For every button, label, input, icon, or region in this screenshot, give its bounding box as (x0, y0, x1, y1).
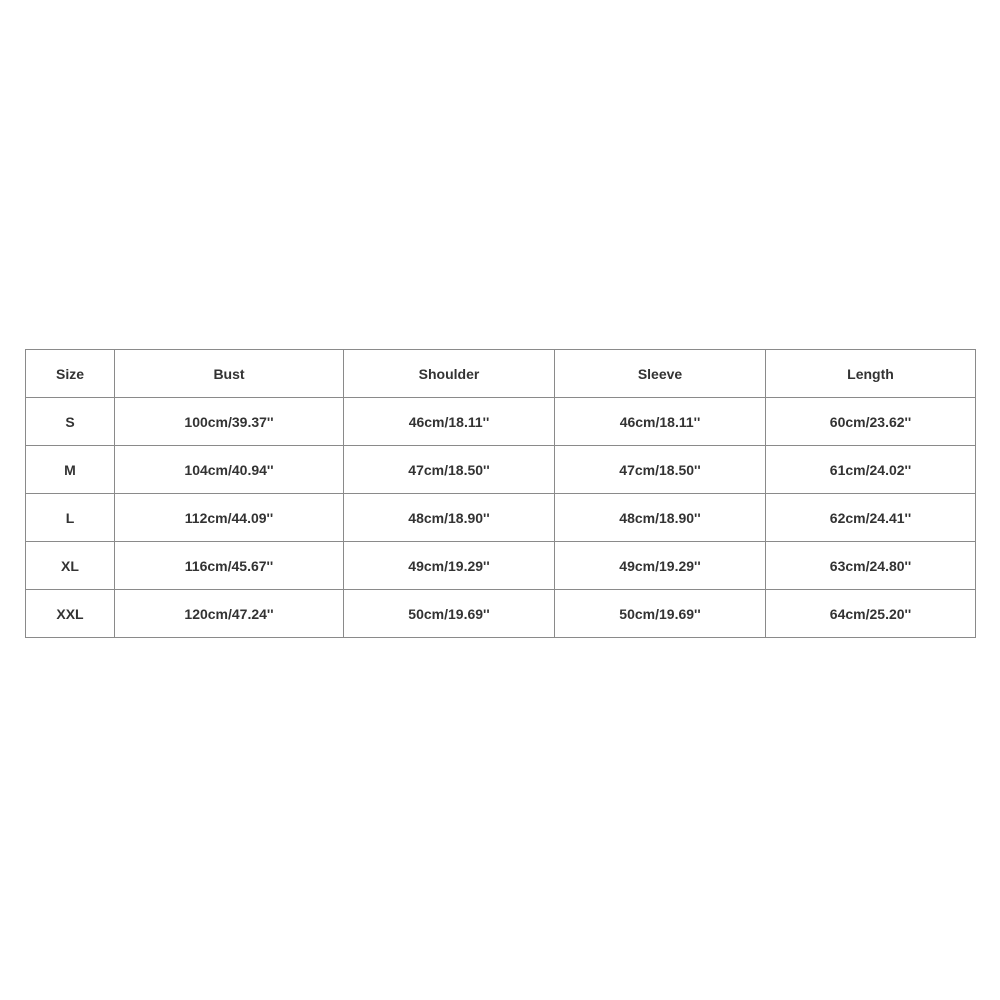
table-row (26, 542, 976, 590)
length-cell: 62cm/24.41'' (766, 494, 976, 542)
header-size: Size (26, 350, 115, 398)
size-cell: S (26, 398, 115, 446)
length-cell: 63cm/24.80'' (766, 542, 976, 590)
table-row (26, 590, 976, 638)
sleeve-cell: 46cm/18.11'' (555, 398, 766, 446)
bust-cell: 104cm/40.94'' (115, 446, 344, 494)
length-cell: 61cm/24.02'' (766, 446, 976, 494)
table-row (26, 446, 976, 494)
table-row (26, 398, 976, 446)
sleeve-cell: 47cm/18.50'' (555, 446, 766, 494)
shoulder-cell: 50cm/19.69'' (344, 590, 555, 638)
bust-cell: 116cm/45.67'' (115, 542, 344, 590)
header-bust: Bust (115, 350, 344, 398)
sleeve-cell: 50cm/19.69'' (555, 590, 766, 638)
size-chart-header (26, 350, 976, 398)
bust-cell: 112cm/44.09'' (115, 494, 344, 542)
size-chart-table (25, 349, 976, 638)
header-shoulder: Shoulder (344, 350, 555, 398)
header-row (26, 350, 976, 398)
sleeve-cell: 49cm/19.29'' (555, 542, 766, 590)
size-cell: XL (26, 542, 115, 590)
size-chart-body (26, 398, 976, 638)
sleeve-cell: 48cm/18.90'' (555, 494, 766, 542)
header-sleeve: Sleeve (555, 350, 766, 398)
length-cell: 64cm/25.20'' (766, 590, 976, 638)
size-cell: XXL (26, 590, 115, 638)
size-cell: M (26, 446, 115, 494)
table-row (26, 494, 976, 542)
bust-cell: 100cm/39.37'' (115, 398, 344, 446)
bust-cell: 120cm/47.24'' (115, 590, 344, 638)
size-cell: L (26, 494, 115, 542)
shoulder-cell: 49cm/19.29'' (344, 542, 555, 590)
header-length: Length (766, 350, 976, 398)
shoulder-cell: 48cm/18.90'' (344, 494, 555, 542)
shoulder-cell: 47cm/18.50'' (344, 446, 555, 494)
length-cell: 60cm/23.62'' (766, 398, 976, 446)
shoulder-cell: 46cm/18.11'' (344, 398, 555, 446)
